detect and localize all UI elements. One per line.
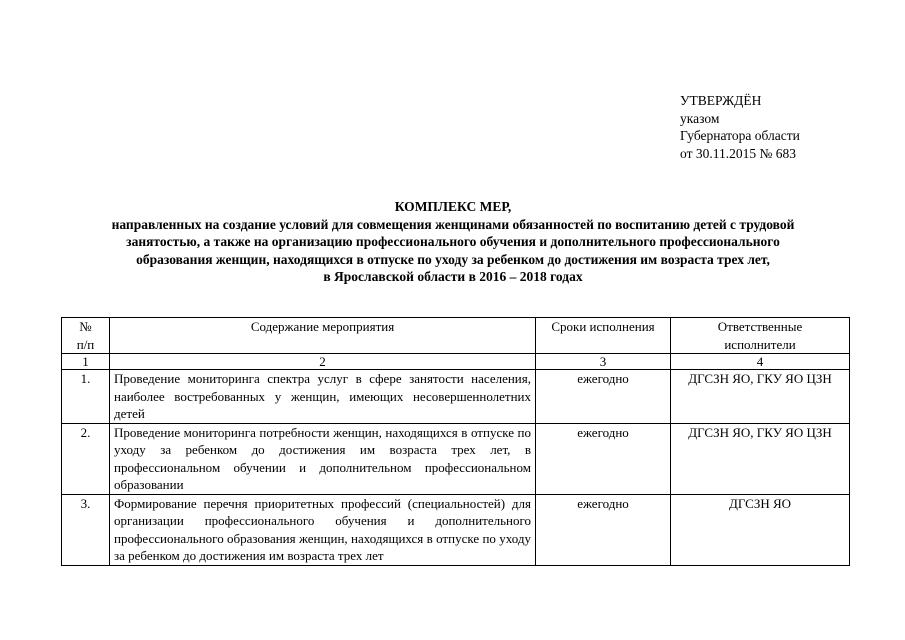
title-line-2: направленных на создание условий для совмещения женщинами обязанностей по воспитанию детей с трудовой — [111, 216, 795, 232]
approval-line-governor: Губернатора области — [680, 128, 800, 143]
header-num-line2: п/п — [76, 336, 95, 352]
row-number: 2. — [62, 423, 110, 494]
row-executors: ДГСЗН ЯО, ГКУ ЯО ЦЗН — [671, 370, 850, 424]
table-row — [62, 494, 850, 565]
row-term: ежегодно — [536, 370, 671, 424]
header-num-line1: № — [79, 319, 92, 334]
measures-table — [61, 317, 850, 566]
title-line-1: КОМПЛЕКС МЕР, — [394, 199, 512, 214]
row-executors: ДГСЗН ЯО, ГКУ ЯО ЦЗН — [671, 423, 850, 494]
column-number: 1 — [62, 354, 110, 370]
header-executors-line1: Ответственные — [717, 319, 803, 334]
header-num — [62, 318, 110, 354]
table-row — [62, 423, 850, 494]
table-header-row — [62, 318, 850, 354]
row-term: ежегодно — [536, 423, 671, 494]
document-title — [40, 198, 866, 286]
header-term: Сроки исполнения — [536, 318, 671, 354]
approval-line-date-number: от 30.11.2015 № 683 — [680, 145, 796, 161]
row-number: 1. — [62, 370, 110, 424]
row-term: ежегодно — [536, 494, 671, 565]
header-executors — [671, 318, 850, 354]
column-number: 4 — [671, 354, 850, 370]
column-number: 2 — [110, 354, 536, 370]
title-line-3: занятостью, а также на организацию профессионального обучения и дополнительного профессионального — [126, 234, 780, 249]
row-executors: ДГСЗН ЯО — [671, 494, 850, 565]
header-content: Содержание мероприятия — [110, 318, 536, 354]
title-line-4: образования женщин, находящихся в отпуске по уходу за ребенком до достижения им возраста трех лет, — [136, 251, 770, 267]
header-executors-line2: исполнители — [724, 336, 796, 352]
table-row — [62, 370, 850, 424]
approval-line-approved: УТВЕРЖДЁН — [680, 93, 762, 108]
column-number-row — [62, 354, 850, 370]
column-number: 3 — [536, 354, 671, 370]
row-number: 3. — [62, 494, 110, 565]
row-content: Проведение мониторинга спектра услуг в сфере занятости населения, наиболее востребованных у женщин, имеющих несовершеннолетних детей — [110, 370, 536, 424]
approval-stamp — [680, 92, 800, 162]
title-line-5: в Ярославской области в 2016 – 2018 годах — [323, 269, 583, 284]
row-content: Проведение мониторинга потребности женщин, находящихся в отпуске по уходу за ребенком до достижения им возраста трех лет, в профессиональном обучении и дополнительном профессиональном образовании — [110, 423, 536, 494]
row-content: Формирование перечня приоритетных профессий (специальностей) для организации профессионального обучения и дополнительного профессионального образования женщин, находящихся в отпуске по уходу за ребенком до достижения им возраста трех лет — [110, 494, 536, 565]
approval-line-by-decree: указом — [680, 110, 720, 126]
